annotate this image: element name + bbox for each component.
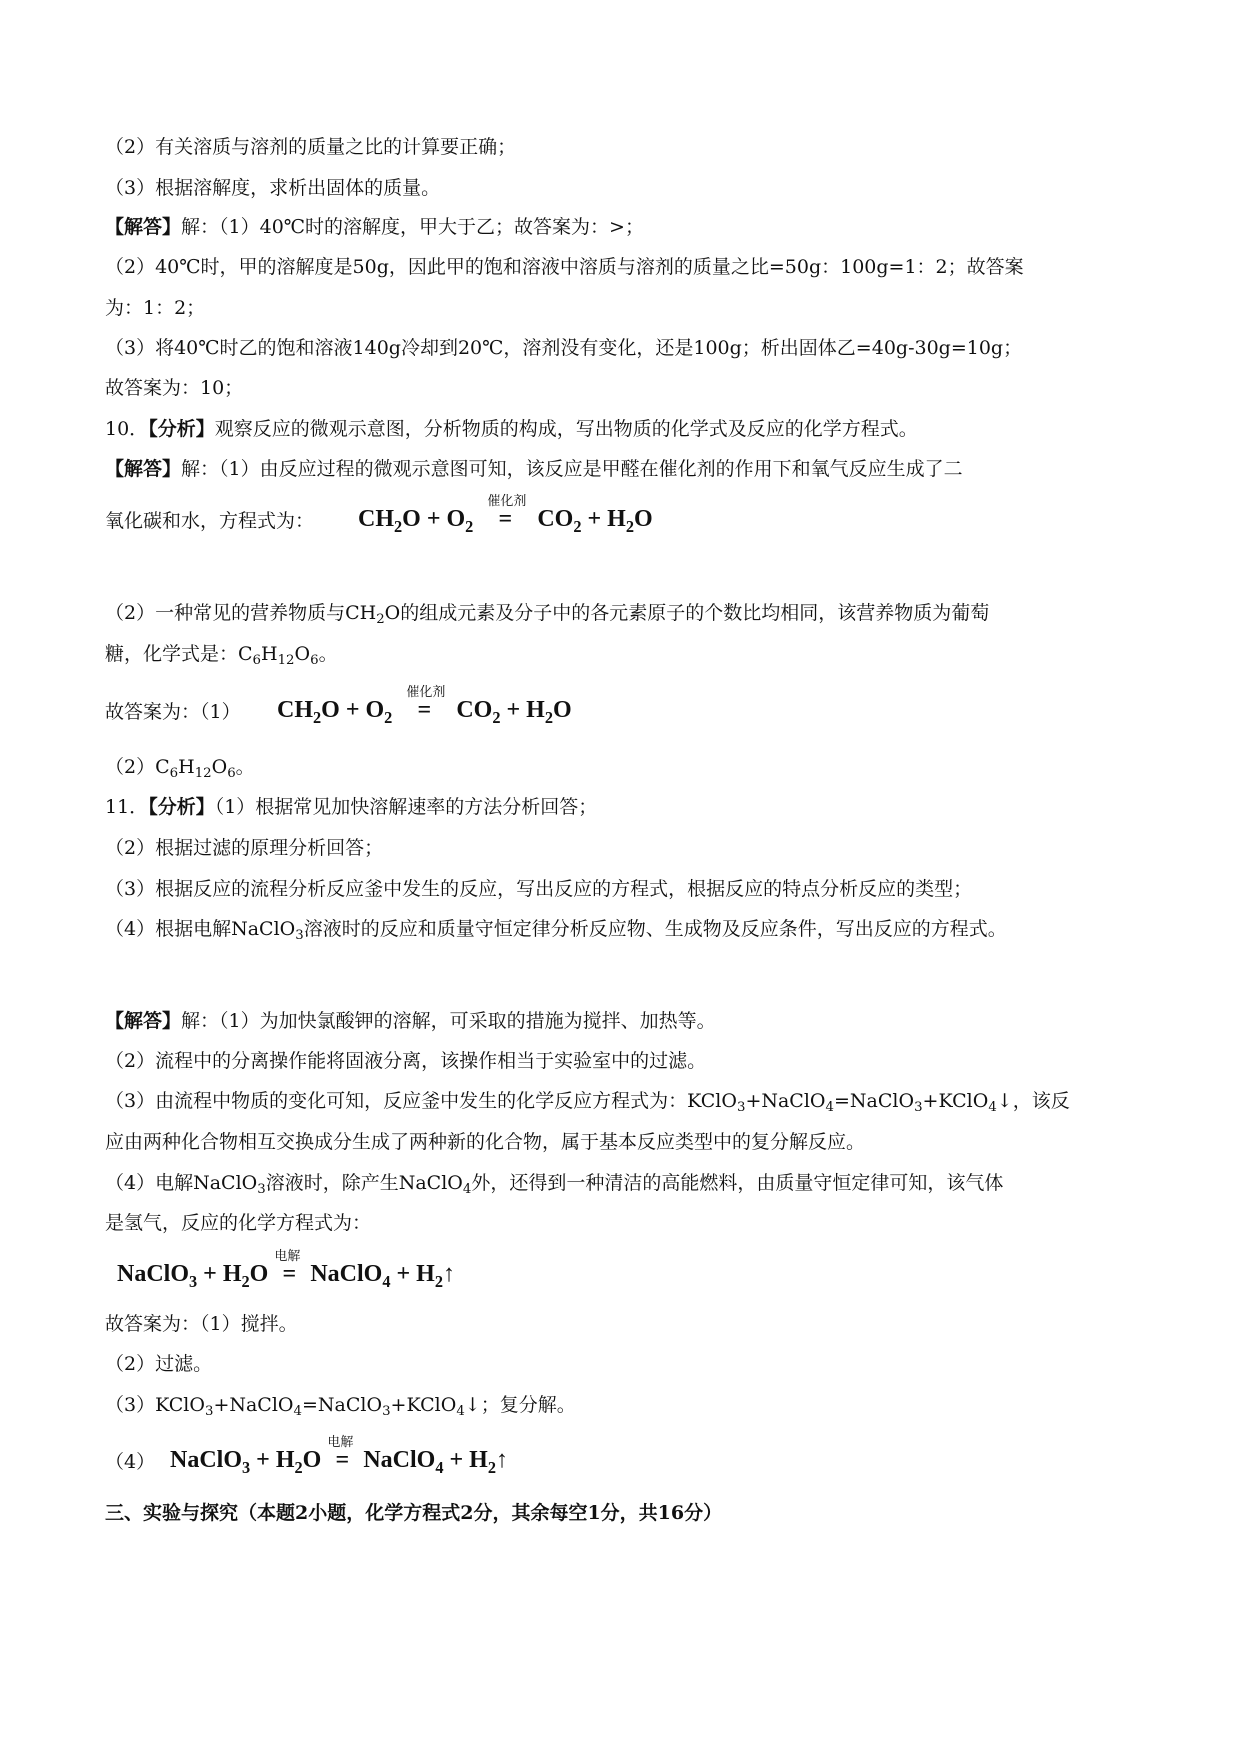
- text-line: （2）流程中的分离操作能将固液分离，该操作相当于实验室中的过滤。: [105, 1050, 707, 1072]
- analysis-text: （1）根据常见加快溶解速率的方法分析回答；: [214, 796, 598, 818]
- reaction-condition: 电解: [274, 1249, 301, 1264]
- text-line: 故答案为：10；: [105, 377, 244, 399]
- text-line: 为：1：2；: [105, 297, 206, 319]
- text-line: [105, 1009, 716, 1033]
- text-line: 氧化碳和水，方程式为：: [105, 510, 315, 532]
- section-heading: 三、实验与探究（本题2小题，化学方程式2分，其余每空1分，共16分）: [105, 1502, 723, 1524]
- text-line: 糖，化学式是：$C_6H_{12}O_6$。: [105, 643, 338, 668]
- question-number: 11．: [105, 796, 149, 818]
- text-line: （2）过滤。: [105, 1353, 213, 1375]
- text-line: （3）KClO$_3$+NaClO$_4$=NaClO$_3$+KClO$_4$↓；复分解。: [105, 1394, 576, 1419]
- text-line: 是氢气，反应的化学方程式为：: [105, 1212, 372, 1234]
- question-11-analysis: [105, 795, 597, 819]
- text-line: [105, 215, 644, 239]
- answer-text: 解：（1）由反应过程的微观示意图可知，该反应是甲醛在催化剂的作用下和氧气反应生成了二: [181, 458, 963, 480]
- question-10-analysis: [105, 417, 918, 441]
- reaction-condition: 催化剂: [487, 494, 527, 509]
- text-line: （2）40℃时，甲的溶解度是50g，因此甲的饱和溶液中溶质与溶剂的质量之比=50g：100g=1：2；故答案: [105, 256, 1024, 278]
- answer-heading: 【解答】: [105, 458, 182, 480]
- text-line: $(2)C_6H_{12}O_6$。: [105, 756, 255, 781]
- text-line: （4）: [105, 1451, 156, 1473]
- text-line: （2）一种常见的营养物质与$CH_2O$的组成元素及分子中的各元素原子的个数比均相同，该营养物质为葡萄: [105, 602, 990, 627]
- answer-heading: 【解答】: [105, 1010, 182, 1032]
- text-line: （3）根据溶解度，求析出固体的质量。: [105, 177, 441, 199]
- text-line: （3）由流程中物质的变化可知，反应釜中发生的化学反应方程式为：KClO$_3$+NaClO$_4$=NaClO$_3$+KClO$_4$↓，该反: [105, 1090, 1070, 1115]
- analysis-text: 观察反应的微观示意图，分析物质的构成，写出物质的化学式及反应的化学方程式。: [214, 418, 918, 440]
- text-line: （2）根据过滤的原理分析回答；: [105, 837, 384, 859]
- text-line: （2）有关溶质与溶剂的质量之比的计算要正确；: [105, 136, 517, 158]
- text-line: [105, 457, 963, 481]
- reaction-condition: 催化剂: [406, 685, 446, 700]
- analysis-heading: 【分析】: [148, 796, 215, 818]
- text-line: （3）根据反应的流程分析反应釜中发生的反应，写出反应的方程式，根据反应的特点分析反应的类型；: [105, 878, 973, 900]
- analysis-heading: 【分析】: [148, 418, 215, 440]
- answer-heading: 【解答】: [105, 216, 182, 238]
- reaction-condition: 电解: [327, 1435, 354, 1450]
- text-line: 故答案为：（1）: [105, 701, 241, 723]
- page: （2）有关溶质与溶剂的质量之比的计算要正确； （3）根据溶解度，求析出固体的质量。 【解答】解：（1）40℃时的溶解度，甲大于乙；故答案为：>； （2）40℃时，甲的溶解度是50g，因此甲的饱和溶液中溶质与溶剂的质量之比=50g：100g=1：2；故答案 为：1：2； （3）将40℃时乙的饱和溶液140g冷却到20℃，溶剂没有变化，还是100g；析出固体乙=40g-30g=10g； 故答案为：10； 10．【分析】观察反应的微观示意图，分析物质的构成，写出物质的化学式及反应的化学方程式。 【解答】解：（1）由反应过程的微观示意图可知，该反应是甲醛在催化剂的作用下和氧气反应生成了二 氧化碳和水，方程式为： $CH_2O + O_2$ 催化剂 = $CO_2 + H_2O$ （2）一种常见的营养物质与$CH_2O$的组成元素及分子中的各元素原子的个数比均相同，该营养物质为葡萄 糖，化学式是：$C_6H_{12}O_6$。 故答案为：（1） $CH_2O + O_2$ 催化剂 = $CO_2 + H_2O$ $(2)C_6H_{12}O_6$。 11．【分析】（1）根据常见加快溶解速率的方法分析回答； （2）根据过滤的原理分析回答； （3）根据反应的流程分析反应釜中发生的反应，写出反应的方程式，根据反应的特点分析反应的类型； （4）根据电解NaClO$_3$溶液时的反应和质量守恒定律分析反应物、生成物及反应条件，写出反应的方程式。 【解答】解：（1）为加快氯酸钾的溶解，可采取的措施为搅拌、加热等。 （2）流程中的分离操作能将固液分离，该操作相当于实验室中的过滤。 （3）由流程中物质的变化可知，反应釜中发生的化学反应方程式为：KClO$_3$+NaClO$_4$=NaClO$_3$+KClO$_4$↓，该反 应由两种化合物相互交换成分生成了两种新的化合物，属于基本反应类型中的复分解反应。 （4）电解NaClO$_3$溶液时，除产生NaClO$_4$外，还得到一种清洁的高能燃料，由质量守恒定律可知，该气体 是氢气，反应的化学方程式为： NaClO$_3$ + $H_2O$ 电解 = NaClO$_4$ + $H_2↑$ 故答案为：（1）搅拌。 （2）过滤。 （3）KClO$_3$+NaClO$_4$=NaClO$_3$+KClO$_4$↓；复分解。 （4） NaClO$_3$ + $H_2O$ 电解 = NaClO$_4$ + $H_2↑$ 三、实验与探究（本题2小题，化学方程式2分，其余每空1分，共16分）: [105, 136, 1070, 1524]
- text-line: （4）电解NaClO$_3$溶液时，除产生NaClO$_4$外，还得到一种清洁的高能燃料，由质量守恒定律可知，该气体: [105, 1172, 1004, 1197]
- answer-text: 解：（1）40℃时的溶解度，甲大于乙；故答案为：>；: [181, 216, 644, 238]
- text-line: （4）根据电解NaClO$_3$溶液时的反应和质量守恒定律分析反应物、生成物及反应条件，写出反应的方程式。: [105, 918, 1007, 943]
- text-line: 应由两种化合物相互交换成分生成了两种新的化合物，属于基本反应类型中的复分解反应。: [105, 1131, 866, 1153]
- text-line: （3）将40℃时乙的饱和溶液140g冷却到20℃，溶剂没有变化，还是100g；析出固体乙=40g-30g=10g；: [105, 337, 1023, 359]
- answer-text: 解：（1）为加快氯酸钾的溶解，可采取的措施为搅拌、加热等。: [181, 1010, 716, 1032]
- question-number: 10．: [105, 418, 149, 440]
- text-line: 故答案为：（1）搅拌。: [105, 1313, 298, 1335]
